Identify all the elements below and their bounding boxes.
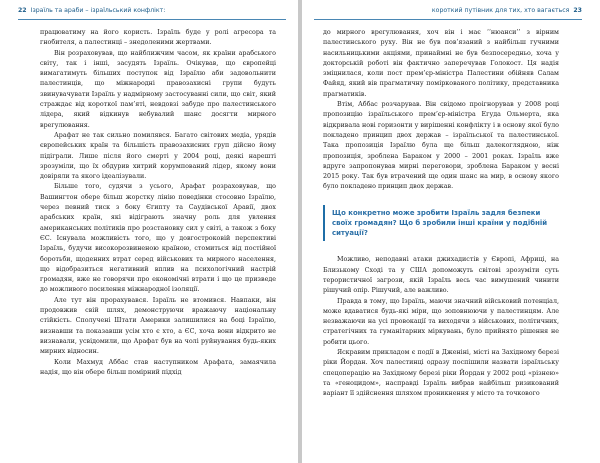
right-page-body [323, 28, 559, 400]
left-page-number: 22 [18, 7, 27, 14]
paragraph: Арафат не так сильно помилявся. Багато світових медіа, урядів європейських країн та більшість правозахисних груп дійсно йому підіграли. Лише після його смерті у 2004 році, деякі нарешті зрозуміли, що їх обдурив хитрий корумпований лідер, якому вони довіряли та якого ідеалізували. [40, 131, 276, 181]
left-page [0, 0, 298, 463]
right-page-header [314, 7, 582, 23]
paragraph: Яскравим прикладом є події в Дженіні, місті на Західному березі ріки Йордан. Хоч палестинці одразу поспішили назвати ізраїльську спецоперацію на Західному березі ріки Йордан у 2002 році «різнею» та «геноцидом», насправді Ізраїль вибрав найбільш ризикований варіант її здійснення шляхом проникнення у місто та точкового [323, 349, 559, 398]
callout-question: Що конкретно може зробити Ізраїль задля безпеки своїх громадян? Що б зробили інші країни у подібній ситуації? [323, 205, 559, 242]
right-page-header-title: короткий путівник для тих, хто вагається [431, 7, 570, 14]
paragraph: до мирного врегулювання, хоч він і має ‘‘нюанси’’ з вірним палестинського руху. Він не був пов’язаний з найбільш гучними насильницькими акціями, принаймні не був безпосередньо, хоча у докторській роботі він фактично заперечував Голокост. Ця надія зміцнилася, коли пост прем’єр-міністра Палестини обійняв Салам Файяд, який вів прагматичну поміркованого політику, представника прагматиків. [323, 29, 559, 98]
left-page-header-title: Ізраїль та араби – ізраїльський конфлікт: [30, 7, 166, 14]
paragraph: Втім, Аббас розчарував. Він свідомо проігнорував у 2008 році пропозицію ізраїльського прем’єр-міністра Егуда Ольмерта, яка відкривала нові горизонти у вирішенні конфлікту і в основу якої було покладено принцип двох держав – ізраїльської та палестинської. Така пропозиція Ізраїлю була ще більш далекоглядною, ніж пропозиція, зроблена Бараком у 2000 – 2001 роках. Ізраїль вже вдруге запропонував мирні переговори, зроблена Бараком у весні 2015 року. Так був втрачений ще один шанс на мир, в основу якого було покладено принцип двох держав. [323, 101, 559, 191]
paragraph: Він розраховував, що найближчим часом, як країни арабського світу, так і інші, засудять Ізраїль. Очікував, що європейці вимагатимуть більших поступок від Ізраїлю аби задовольнити палестинців, що міжнародні правозахисні групи будуть звинувачувати Ізраїль у надмірному застосуванні сили, що світ, який страждає від короткої пам’яті, невдовзі забуде про палестинського лідера, який відкинув небувалий шанс досягти мирного врегулювання. [40, 49, 276, 129]
left-page-body [40, 28, 276, 378]
right-page [302, 0, 600, 463]
left-header-rule [18, 19, 286, 20]
right-page-number: 23 [573, 7, 582, 14]
paragraph: Але тут він прорахувався. Ізраїль не втомився. Навпаки, він продовжив свій шлях, демонструючи вражаючу національну стійкість. Сполучені Штати Америки залишилися на боці Ізраїлю, визнавши та показавши усім хто є хто, а ЄС, хоча вони відкрито не визнавали, усвідомили, що Арафат був на чолі руйнування будь-яких мирних відносин. [40, 296, 276, 356]
paragraph: Правда в тому, що Ізраїль, маючи значний військовий потенціал, може вдаватися будь-які міри, що зоповнюючи у палестинцям. Але незважаючи на усі провокації та виходячи з військових, політичних, стратегічних та гуманітарних міркувань, було прийнято рішення не робити цього. [323, 297, 559, 346]
right-header-rule [314, 19, 582, 20]
paragraph: працюватиму на його користь. Ізраїль буде у ролі агресора та гнобителя, а палестинці – знедоленими жертвами. [40, 29, 276, 47]
left-page-header [18, 7, 286, 23]
paragraph: Коли Махмуд Аббас став наступником Арафата, замаячила надія, що він обере більш помірний підхід [40, 358, 276, 376]
paragraph: Більше того, судячи з усього, Арафат розраховував, що Вашингтон обере більш жорстку лінію поведінки стосовно Ізраїлю, через певний тиск з боку Єгипту та Саудівської Аравії, двох арабських країн, які відіграють значну роль для увлення американських політиків про розстановку сил у світі, а також з боку ЄС. Існувала можливість того, що у довгостроковій перспективі Ізраїль, будучи високорозвиненою країною, стомиться від постійної боротьби, щоденних втрат серед військових та мирного населення, що відобразиться негативний вплив на психологічний настрій громадян, вже не говорячи про економічні втрати і що це призведе до можливого посилення міжнародної ізоляції. [40, 183, 276, 294]
paragraph: Можливо, неподавні атаки джихадистів у Європі, Африці, на Близькому Сході та у США допоможуть світові зрозуміти суть терористичної загрози, якій Ізраїль весь час вимушений чинити рішучий опір. Рішучий, але важливо. [323, 256, 559, 295]
